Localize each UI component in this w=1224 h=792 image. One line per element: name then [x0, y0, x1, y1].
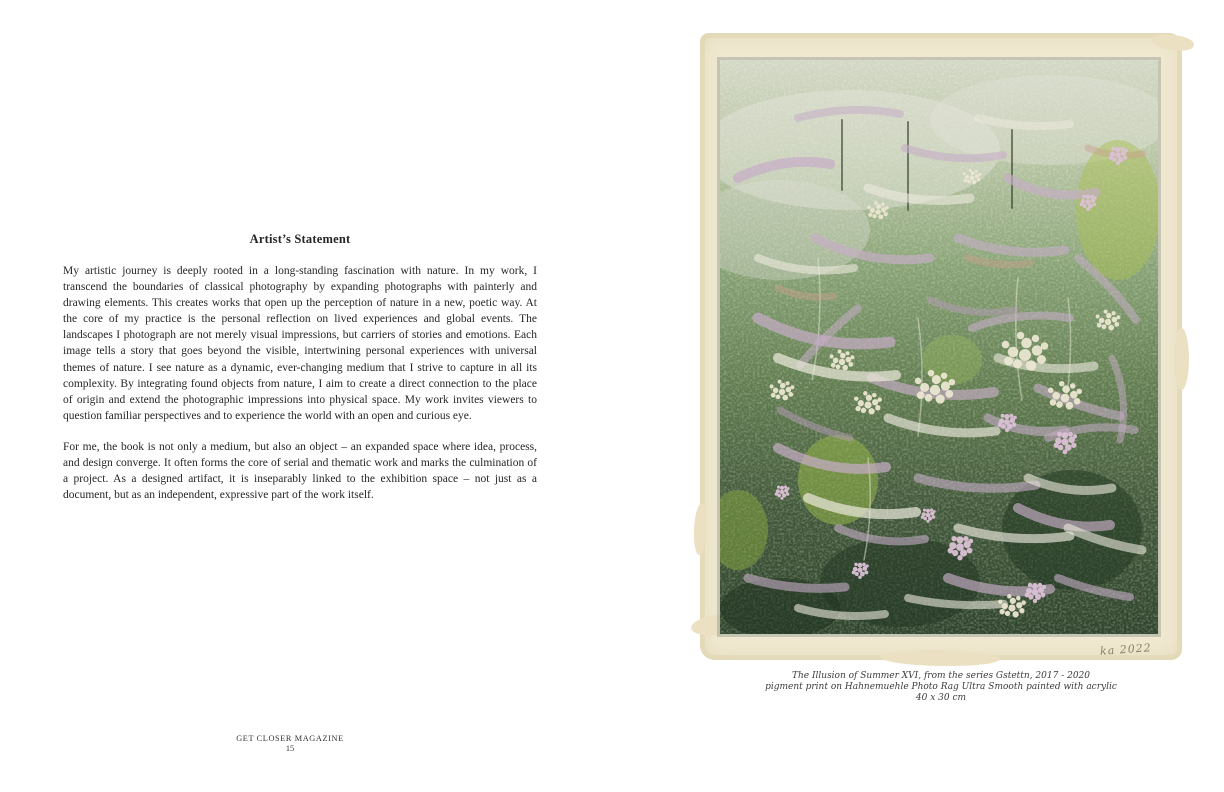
brush-edge-top-right [1151, 32, 1195, 52]
brush-edge-bottom [880, 649, 1000, 667]
magazine-name: GET CLOSER MAGAZINE [236, 734, 344, 743]
artwork-caption [700, 671, 1182, 705]
statement-paragraph-2: For me, the book is not only a medium, but also an object – an expanded space where idea, process, and design converge. It often forms the core of serial and thematic work and marks the culmination of a project. As a designed artifact, it is inseparably linked to the exhibition space – not just as a document, but as an independent, expressive part of the work itself. [63, 440, 537, 502]
meadow-artwork-image [720, 60, 1158, 634]
page-title: Artist’s Statement [249, 232, 351, 246]
page-footer [0, 734, 580, 754]
artist-statement-section [63, 232, 537, 503]
brush-edge-left [693, 503, 709, 556]
brush-edge-right [1174, 328, 1189, 390]
page-number: 15 [285, 744, 295, 753]
caption-medium-line: pigment print on Hahnemuehle Photo Rag Ultra Smooth painted with acrylic [765, 682, 1117, 693]
caption-dimensions-line: 40 x 30 cm [915, 693, 967, 704]
artwork-painted-frame [700, 33, 1182, 660]
caption-title-line: The Illusion of Summer XVI, from the series Gstettn, 2017 - 2020 [791, 671, 1091, 681]
statement-paragraph-1: My artistic journey is deeply rooted in a long-standing fascination with nature. In my work, I transcend the boundaries of classical photography by expanding photographs with painterly and drawing elements. This creates works that open up the perception of nature in a new, poetic way. At the core of my practice is the personal reflection on lived experiences and global events. The landscapes I photograph are not merely visual impressions, but carriers of stories and emotions. Each image tells a story that goes beyond the visible, intertwining personal experiences with universal themes of nature. I see nature as a dynamic, ever-changing medium that I strive to capture in all its complexity. By integrating found objects from nature, I aim to create a direct connection to the place of origin and extend the photographic impressions into physical space. My work invites viewers to question familiar perspectives and to experience the world with an open and curious eye. [63, 265, 537, 422]
artist-signature: ka 2022 [1099, 641, 1153, 658]
